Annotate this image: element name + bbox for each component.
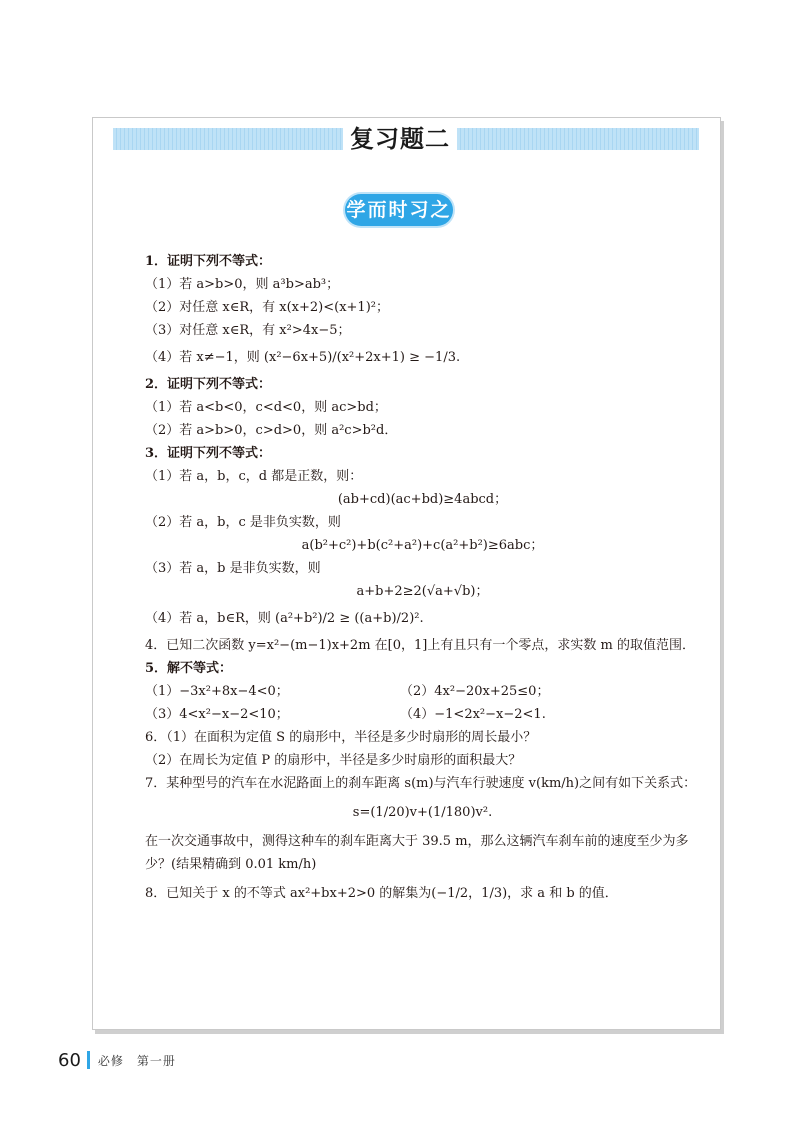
problem-6-part-2: （2）在周长为定值 P 的扇形中，半径是多少时扇形的面积最大？ bbox=[145, 753, 522, 768]
problem-1-part-4: （4）若 x≠−1，则 (x²−6x+5)/(x²+2x+1) ≥ −1/3. bbox=[145, 350, 461, 365]
problem-5-part-1: （1）−3x²+8x−4<0； bbox=[145, 684, 289, 699]
problem-3: 3．证明下列不等式： bbox=[145, 446, 272, 461]
section-badge: 学而时习之 bbox=[345, 194, 453, 226]
problem-3-part-2: （2）若 a，b，c 是非负实数，则 bbox=[145, 515, 341, 530]
problem-3-part-3: （3）若 a，b 是非负实数，则 bbox=[145, 561, 321, 576]
page-footer bbox=[58, 1048, 176, 1072]
problem-8: 8．已知关于 x 的不等式 ax²+bx+2>0 的解集为(−1/2，1/3)，求 a 和 b 的值． bbox=[145, 886, 618, 901]
problem-5-row-1 bbox=[145, 680, 700, 703]
problem-6-part-1: 6．（1）在面积为定值 S 的扇形中，半径是多少时扇形的周长最小？ bbox=[145, 730, 537, 745]
footer-accent-bar bbox=[87, 1051, 90, 1069]
problem-5-part-4: （4）−1<2x²−x−2<1. bbox=[400, 707, 546, 722]
problem-1: 1．证明下列不等式： bbox=[145, 254, 272, 269]
problem-1-part-1: （1）若 a>b>0，则 a³b>ab³； bbox=[145, 277, 340, 292]
problem-3-part-1: （1）若 a，b，c，d 都是正数，则： bbox=[145, 469, 363, 484]
page-number: 60 bbox=[58, 1049, 81, 1071]
problem-5: 5．解不等式： bbox=[145, 661, 233, 676]
problem-1-part-2: （2）对任意 x∈R，有 x(x+2)<(x+1)²； bbox=[145, 300, 389, 315]
problem-7: 7．某种型号的汽车在水泥路面上的刹车距离 s(m)与汽车行驶速度 v(km/h)之间有如下关系式： bbox=[145, 776, 697, 791]
book-title: 必修 第一册 bbox=[97, 1053, 176, 1068]
exercise-content bbox=[145, 250, 700, 905]
section-title: 复习题二 bbox=[343, 121, 457, 157]
problem-2: 2．证明下列不等式： bbox=[145, 377, 272, 392]
problem-3-formula-3: a+b+2≥2(√a+√b)； bbox=[356, 584, 489, 599]
problem-3-part-4: （4）若 a，b∈R，则 (a²+b²)/2 ≥ ((a+b)/2)². bbox=[145, 611, 424, 626]
problem-7-question: 在一次交通事故中，测得这种车的刹车距离大于 39.5 m，那么这辆汽车刹车前的速度至少为多少？(结果精确到 0.01 km/h) bbox=[145, 834, 689, 872]
problem-5-part-2: （2）4x²−20x+25≤0； bbox=[400, 684, 550, 699]
problem-2-part-1: （1）若 a<b<0，c<d<0，则 ac>bd； bbox=[145, 400, 387, 415]
problem-3-formula-2: a(b²+c²)+b(c²+a²)+c(a²+b²)≥6abc； bbox=[301, 538, 544, 553]
problem-5-part-3: （3）4<x²−x−2<10； bbox=[145, 707, 289, 722]
problem-4: 4．已知二次函数 y=x²−(m−1)x+2m 在[0，1]上有且只有一个零点，求实数 m 的取值范围． bbox=[145, 638, 695, 653]
problem-2-part-2: （2）若 a>b>0，c>d>0，则 a²c>b²d． bbox=[145, 423, 398, 438]
problem-7-formula: s=(1/20)v+(1/180)v². bbox=[352, 805, 493, 820]
problem-5-row-2 bbox=[145, 703, 700, 726]
problem-1-part-3: （3）对任意 x∈R，有 x²>4x−5； bbox=[145, 323, 351, 338]
problem-3-formula-1: (ab+cd)(ac+bd)≥4abcd； bbox=[337, 492, 508, 507]
